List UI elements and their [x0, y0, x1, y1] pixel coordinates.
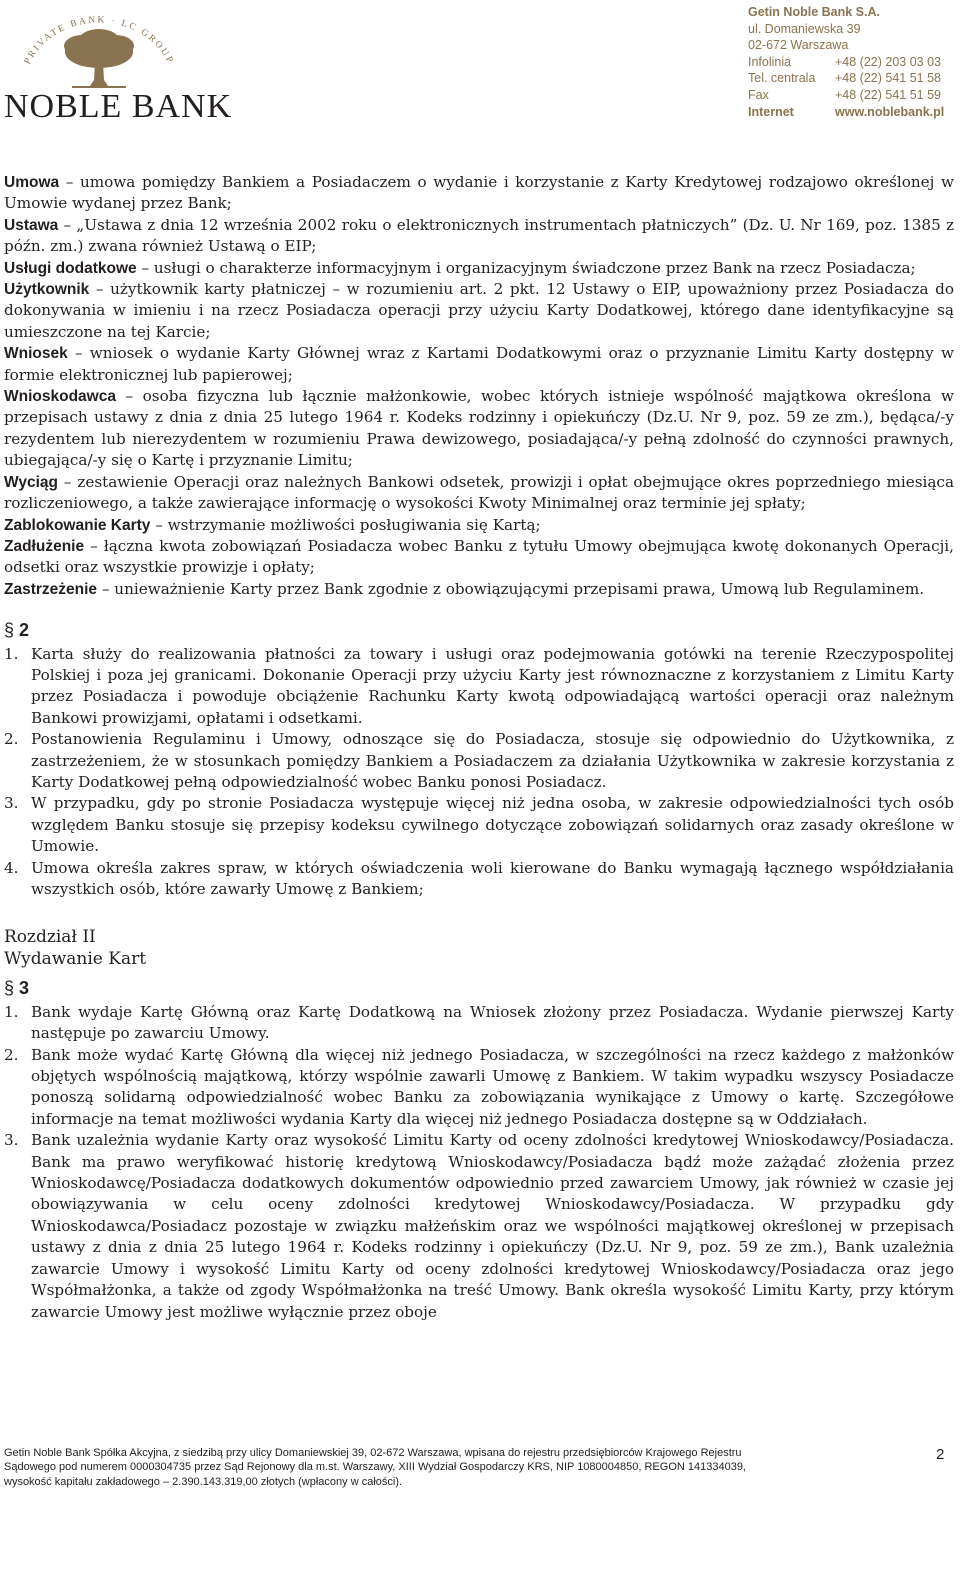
- definition-term: Umowa: [4, 174, 60, 191]
- definition-item: [4, 172, 954, 215]
- list-item: [4, 1130, 954, 1323]
- contact-label: Fax: [748, 87, 769, 102]
- definition-text: – użytkownik karty płatniczej – w rozumieniu art. 2 pkt. 12 Ustawy o EIP, upoważniony przez Posiadacza do dokonywania w imieniu i na rzecz Posiadacza operacji przy użyciu Karty Dodatkowej, którego dane identyfikacyjne są umieszczone na tej Karcie;: [4, 280, 954, 341]
- definition-term: Zadłużenie: [4, 537, 85, 555]
- list-item: [4, 1002, 954, 1045]
- contact-row: [748, 87, 960, 104]
- chapter-subtitle: Wydawanie Kart: [4, 949, 147, 970]
- item-text: Umowa określa zakres spraw, w których oświadczenia woli kierowane do Banku wymagają łącznego współdziałania wszystkich osób, które zawarły Umowę z Bankiem;: [31, 858, 954, 898]
- definition-term: Użytkownik: [4, 281, 90, 299]
- list-item: [4, 793, 954, 857]
- footer-line: Sądowego pod numerem 0000304735 przez Sąd Rejonowy dla m.st. Warszawy, XIII Wydział Gospodarczy KRS, NIP 1080004850, REGON 141334039,: [4, 1461, 746, 1474]
- definition-item: [4, 536, 954, 579]
- definition-item: [4, 343, 954, 386]
- list-item: [4, 858, 954, 901]
- contact-row: [748, 54, 960, 71]
- contact-row: [748, 70, 960, 87]
- item-text: Postanowienia Regulaminu i Umowy, odnoszące się do Posiadacza, stosuje się odpowiednio do Użytkownika, z zastrzeżeniem, że w stosunkach pomiędzy Bankiem a Posiadaczem za działania Użytkownika w zakresie korzystania z Karty Dodatkowej pełną odpowiedzialność wobec Banku ponosi Posiadacz.: [31, 730, 954, 791]
- item-number: 2.: [4, 1045, 19, 1064]
- definition-text: – wstrzymanie możliwości posługiwania się Kartą;: [150, 515, 541, 534]
- list-item: [4, 1045, 954, 1131]
- section-heading-3: [4, 978, 954, 999]
- paragraph-symbol: §: [4, 978, 15, 999]
- definition-term: Zastrzeżenie: [4, 580, 98, 598]
- website-row: [748, 104, 960, 121]
- definition-text: – osoba fizyczna lub łącznie małżonkowie, wobec których istnieje wspólność majątkowa określona w przepisach ustawy z dnia z dnia 25 lutego 1964 r. Kodeks rodzinny i opiekuńczy (Dz.U. Nr 9, poz. 59 ze zm.), będąca/-y rezydentem lub nierezydentem w rozumieniu Prawa dewizowego, posiadająca/-y pełną zdolność do czynności prawnych, ubiegająca/-y się o Kartę i przyznanie Limitu;: [4, 387, 954, 470]
- contact-block: [748, 4, 960, 120]
- item-text: Karta służy do realizowania płatności za towary i usługi oraz podejmowania gotówki na terenie Rzeczypospolitej Polskiej i poza jej granicami. Dokonanie Operacji przy użyciu Karty jest równoznaczne z korzystaniem z Limitu Karty przez Posiadacza i powoduje obciążenie Rachunku Karty kwotą odpowiadającą wartości operacji oraz należnym Bankowi prowizjami, opłatami i odsetkami.: [31, 644, 954, 727]
- item-number: 2.: [4, 730, 19, 749]
- website-label: Internet: [748, 104, 794, 119]
- definition-term: Zablokowanie Karty: [4, 516, 151, 534]
- definition-text: – łączna kwota zobowiązań Posiadacza wobec Banku z tytułu Umowy obejmująca kwotę dokonanych Operacji, odsetki oraz wszystkie prowizje i opłaty;: [4, 536, 954, 577]
- document-body: [4, 172, 954, 1323]
- definition-item: [4, 515, 954, 536]
- section-3-list: [4, 1002, 954, 1323]
- definition-term: Wnioskodawca: [4, 388, 116, 406]
- tree-emblem-icon: [4, 6, 194, 96]
- contact-value: +48 (22) 541 51 58: [835, 71, 941, 86]
- definition-term: Wniosek: [4, 345, 68, 363]
- item-number: 1.: [4, 1002, 19, 1021]
- definition-text: – unieważnienie Karty przez Bank zgodnie z obowiązującymi przepisami prawa, Umową lub Regulaminem.: [97, 579, 925, 598]
- paragraph-symbol: §: [4, 620, 15, 641]
- item-text: Bank uzależnia wydanie Karty oraz wysokość Limitu Karty od oceny zdolności kredytowej Wnioskodawcy/Posiadacza. Bank ma prawo weryfikować historię kredytową Wnioskodawcy/Posiadacza bądź może zażądać złożenia przez Wnioskodawcę/Posiadacza dodatkowych dokumentów odpowiednio przed zawarciem Umowy, jak również w czasie jej obowiązywania w celu oceny zdolności kredytowej Wnioskodawcy/Posiadacza. W przypadku gdy Wnioskodawca/Posiadacz pozostaje w związku małżeńskim oraz we wspólności majątkowej określonej w przepisach ustawy z dnia z dnia 25 lutego 1964 r. Kodeks rodzinny i opiekuńczy (Dz.U. Nr 9, poz. 59 ze zm.), Bank uzależnia zawarcie Umowy i wysokość Limitu Karty od oceny zdolności kredytowej Wnioskodawcy/Posiadacza oraz jego Współmałżonka, a także od zgody Współmałżonka na treść Umowy. Bank określa wysokość Limitu Karty, przy którym zawarcie Umowy jest możliwe wyłącznie przez oboje: [31, 1131, 954, 1321]
- definition-text: – umowa pomiędzy Bankiem a Posiadaczem o wydanie i korzystanie z Karty Kredytowej rodzajowo określonej w Umowie wydanej przez Bank;: [4, 173, 954, 213]
- definition-term: Wyciąg: [4, 473, 58, 491]
- contact-label: Infolinia: [748, 54, 792, 69]
- section-number: 2: [19, 620, 30, 641]
- logo-brand-text: NOBLE BANK: [4, 88, 233, 125]
- definition-text: – usługi o charakterze informacyjnym i organizacyjnym świadczone przez Bank na rzecz Posiadacza;: [136, 258, 916, 277]
- item-number: 1.: [4, 644, 19, 663]
- item-number: 3.: [4, 1131, 19, 1150]
- address-city: 02-672 Warszawa: [748, 38, 849, 53]
- list-item: [4, 729, 954, 793]
- item-number: 4.: [4, 858, 19, 877]
- chapter-title: Rozdział II: [4, 927, 96, 948]
- definition-term: Usługi dodatkowe: [4, 259, 137, 277]
- definition-text: – „Ustawa z dnia 12 września 2002 roku o elektronicznych instrumentach płatniczych” (Dz. U. Nr 169, poz. 1385 z późn. zm.) zwana również Ustawą o EIP;: [4, 215, 954, 256]
- footer-line: Getin Noble Bank Spółka Akcyjna, z siedzibą przy ulicy Domaniewskiej 39, 02-672 Warszawa, wpisana do rejestru przedsiębiorców Krajowego Rejestru: [4, 1447, 742, 1459]
- contact-label: Tel. centrala: [748, 71, 816, 86]
- definition-text: – zestawienie Operacji oraz należnych Bankowi odsetek, prowizji i opłat obejmujące okres poprzedniego miesiąca rozliczeniowego, a także zawierające informację o wysokości Kwoty Minimalnej oraz terminie jej spłaty;: [4, 472, 954, 513]
- definition-term: Ustawa: [4, 216, 59, 234]
- definition-item: [4, 386, 954, 472]
- item-text: Bank wydaje Kartę Główną oraz Kartę Dodatkową na Wniosek złożony przez Posiadacza. Wydanie pierwszej Karty następuje po zawarciu Umowy.: [31, 1002, 954, 1043]
- item-text: Bank może wydać Kartę Główną dla więcej niż jednego Posiadacza, w szczególności na rzecz każdego z małżonków objętych wspólnością majątkową, którzy wspólnie zawarli Umowę z Bankiem. W takim wypadku wszyscy Posiadacze ponoszą solidarną odpowiedzialność wobec Banku za zobowiązania wynikające z Umowy o kartę. Szczegółowe informacje na temat możliwości wydania Karty dla więcej niż jednego Posiadacza dostępne są w Oddziałach.: [31, 1045, 954, 1128]
- website-link[interactable]: www.noblebank.pl: [835, 104, 945, 119]
- footer-line: wysokość kapitału zakładowego – 2.390.143.319,00 złotych (wpłacony w całości).: [4, 1475, 403, 1488]
- item-text: W przypadku, gdy po stronie Posiadacza występuje więcej niż jedna osoba, w zakresie odpowiedzialności tych osób względem Banku stosuje się przepisy kodeksu cywilnego dotyczące zobowiązań solidarnych oraz zasady określone w Umowie.: [31, 794, 954, 856]
- chapter-heading: [4, 926, 954, 970]
- definition-item: [4, 215, 954, 258]
- section-2-list: [4, 644, 954, 901]
- company-name: Getin Noble Bank S.A.: [748, 5, 880, 19]
- logo-arc-text: PRIVATE BANK · LC GROUP: [22, 15, 176, 67]
- section-number: 3: [19, 978, 30, 999]
- address-street: ul. Domaniewska 39: [748, 21, 861, 36]
- page-number: 2: [936, 1446, 945, 1463]
- definition-item: [4, 258, 954, 279]
- list-item: [4, 644, 954, 730]
- definition-item: [4, 279, 954, 343]
- page-footer: [4, 1446, 904, 1489]
- section-heading-2: [4, 620, 954, 641]
- item-number: 3.: [4, 794, 19, 813]
- contact-value: +48 (22) 203 03 03: [835, 54, 941, 69]
- definition-item: [4, 472, 954, 515]
- definition-item: [4, 579, 954, 600]
- definition-text: – wniosek o wydanie Karty Głównej wraz z Kartami Dodatkowymi oraz o przyznanie Limitu Karty dostępny w formie elektronicznej lub papierowej;: [4, 344, 954, 384]
- contact-value: +48 (22) 541 51 59: [835, 87, 941, 102]
